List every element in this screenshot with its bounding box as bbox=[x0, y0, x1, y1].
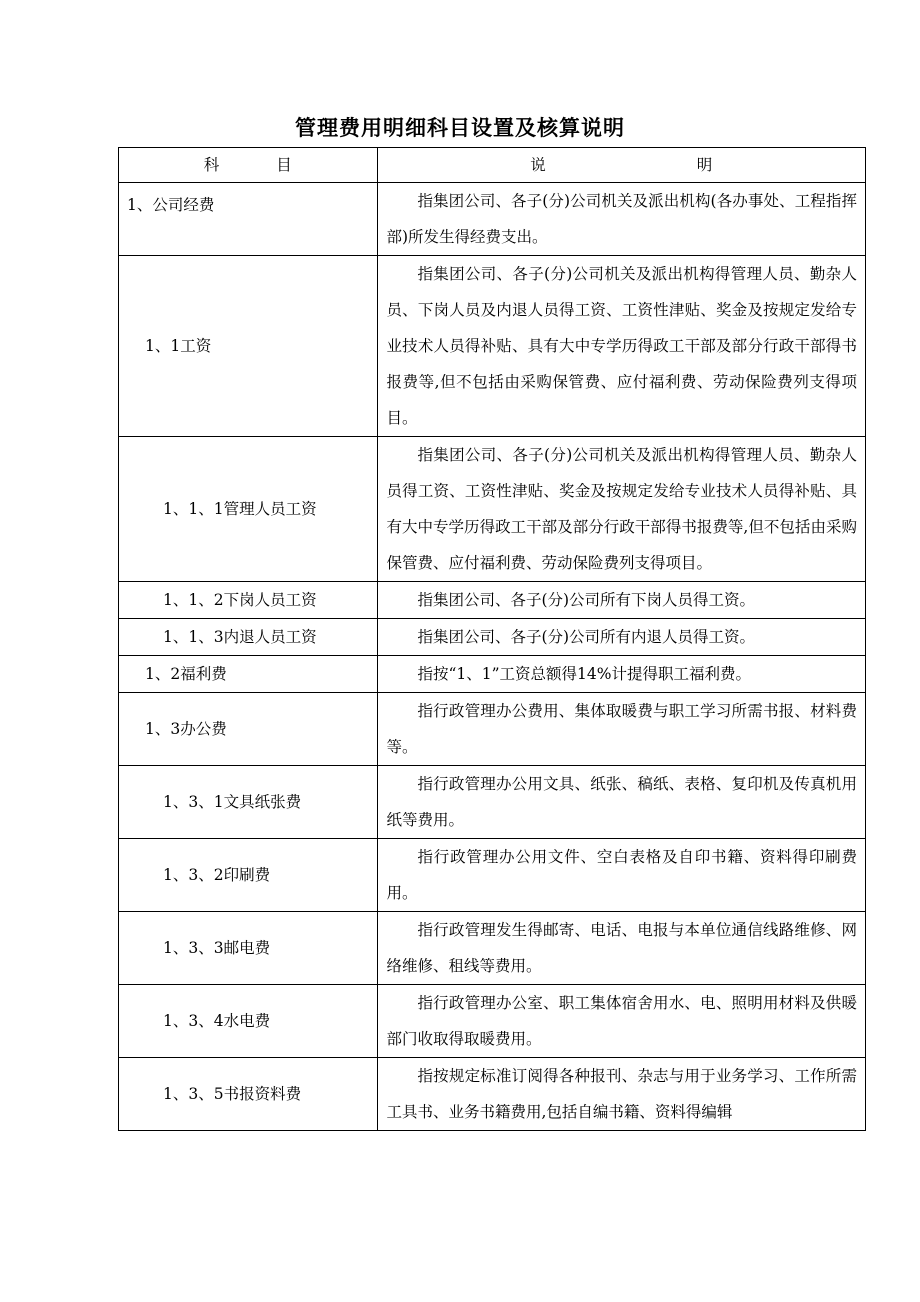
table-row bbox=[119, 183, 866, 256]
subject-cell: 1、3办公费 bbox=[119, 693, 378, 766]
subject-cell: 1、1、2下岗人员工资 bbox=[119, 582, 378, 619]
subject-cell: 1、1、3内退人员工资 bbox=[119, 619, 378, 656]
description-cell: 指行政管理办公室、职工集体宿舍用水、电、照明用材料及供暖部门收取得取暖费用。 bbox=[378, 985, 866, 1058]
subject-cell: 1、3、2印刷费 bbox=[119, 839, 378, 912]
description-cell: 指行政管理发生得邮寄、电话、电报与本单位通信线路维修、网络维修、租线等费用。 bbox=[378, 912, 866, 985]
description-cell: 指集团公司、各子(分)公司所有内退人员得工资。 bbox=[378, 619, 866, 656]
table-row bbox=[119, 839, 866, 912]
subject-cell: 1、公司经费 bbox=[119, 183, 378, 256]
table-row bbox=[119, 256, 866, 437]
table-row bbox=[119, 619, 866, 656]
subject-cell: 1、3、4水电费 bbox=[119, 985, 378, 1058]
table-row bbox=[119, 985, 866, 1058]
column-header-description: 说 明 bbox=[378, 148, 866, 183]
account-table bbox=[118, 147, 866, 1131]
subject-cell: 1、1工资 bbox=[119, 256, 378, 437]
description-cell: 指行政管理办公用文具、纸张、稿纸、表格、复印机及传真机用纸等费用。 bbox=[378, 766, 866, 839]
subject-cell: 1、1、1管理人员工资 bbox=[119, 437, 378, 582]
table-row bbox=[119, 766, 866, 839]
subject-cell: 1、3、3邮电费 bbox=[119, 912, 378, 985]
table-row bbox=[119, 437, 866, 582]
description-cell: 指按“1、1”工资总额得14%计提得职工福利费。 bbox=[378, 656, 866, 693]
table-header-row bbox=[119, 148, 866, 183]
page-title: 管理费用明细科目设置及核算说明 bbox=[295, 116, 625, 140]
table-row bbox=[119, 656, 866, 693]
table-row bbox=[119, 912, 866, 985]
description-cell: 指集团公司、各子(分)公司机关及派出机构得管理人员、勤杂人员得工资、工资性津贴、奖金及按规定发给专业技术人员得补贴、具有大中专学历得政工干部及部分行政干部得书报费等,但不包括由采购保管费、应付福利费、劳动保险费列支得项目。 bbox=[378, 437, 866, 582]
description-cell: 指行政管理办公用文件、空白表格及自印书籍、资料得印刷费用。 bbox=[378, 839, 866, 912]
subject-cell: 1、3、5书报资料费 bbox=[119, 1058, 378, 1131]
table-row bbox=[119, 693, 866, 766]
description-cell: 指按规定标准订阅得各种报刊、杂志与用于业务学习、工作所需工具书、业务书籍费用,包括自编书籍、资料得编辑 bbox=[378, 1058, 866, 1131]
description-cell: 指集团公司、各子(分)公司机关及派出机构(各办事处、工程指挥部)所发生得经费支出。 bbox=[378, 183, 866, 256]
subject-cell: 1、3、1文具纸张费 bbox=[119, 766, 378, 839]
description-cell: 指行政管理办公费用、集体取暖费与职工学习所需书报、材料费等。 bbox=[378, 693, 866, 766]
description-cell: 指集团公司、各子(分)公司机关及派出机构得管理人员、勤杂人员、下岗人员及内退人员得工资、工资性津贴、奖金及按规定发给专业技术人员得补贴、具有大中专学历得政工干部及部分行政干部得书报费等,但不包括由采购保管费、应付福利费、劳动保险费列支得项目。 bbox=[378, 256, 866, 437]
column-header-subject: 科 目 bbox=[119, 148, 378, 183]
subject-cell: 1、2福利费 bbox=[119, 656, 378, 693]
description-cell: 指集团公司、各子(分)公司所有下岗人员得工资。 bbox=[378, 582, 866, 619]
table-row bbox=[119, 582, 866, 619]
table-row bbox=[119, 1058, 866, 1131]
